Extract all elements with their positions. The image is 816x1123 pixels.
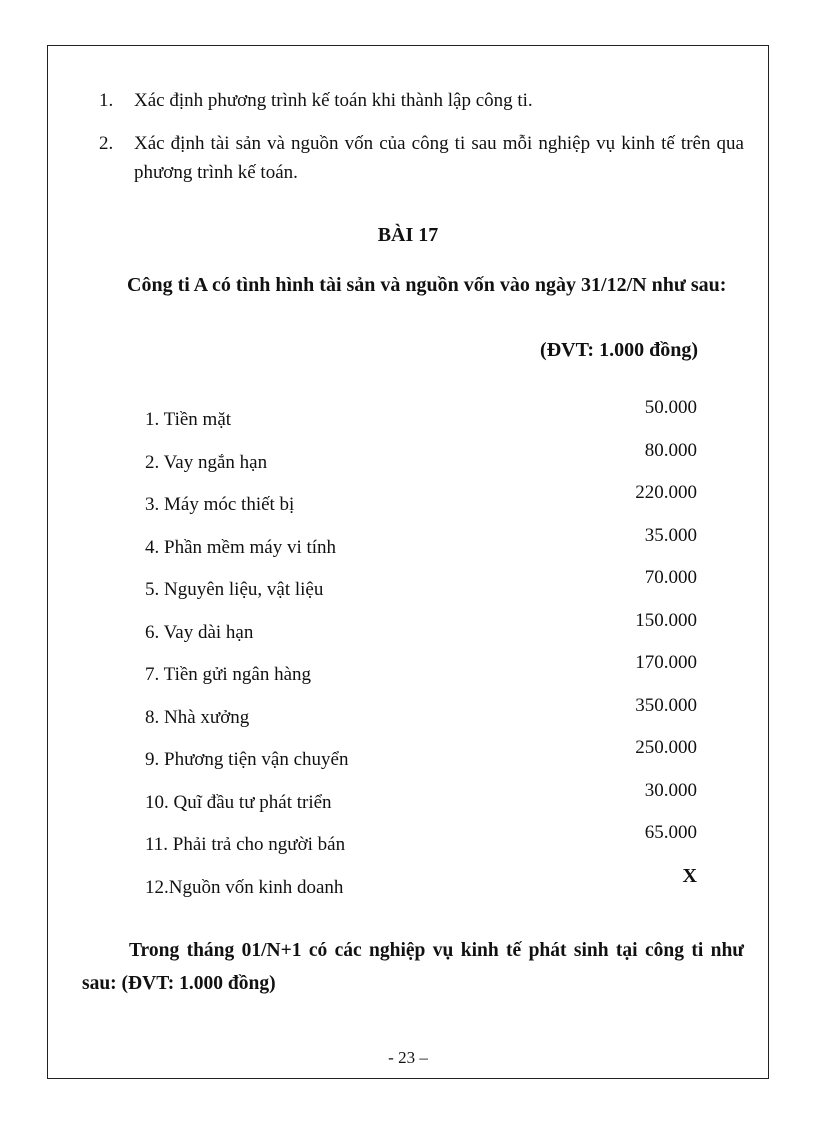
exercise-title: BÀI 17: [377, 224, 439, 246]
page-number: - 23 –: [388, 1048, 428, 1067]
item-value: 50.000: [644, 397, 697, 418]
item-label: 12.Nguồn vốn kinh doanh: [145, 877, 344, 898]
item-value: 250.000: [635, 737, 697, 758]
question-text: Xác định phương trình kế toán khi thành lập công ti.: [134, 90, 533, 111]
item-value: 65.000: [644, 822, 697, 843]
item-label: 1. Tiền mặt: [145, 409, 232, 430]
item-value: 35.000: [644, 525, 697, 546]
item-label: 8. Nhà xưởng: [145, 707, 250, 728]
item-value: 70.000: [644, 567, 697, 588]
item-label: 5. Nguyên liệu, vật liệu: [145, 579, 324, 600]
unit-label: (ĐVT: 1.000 đồng): [540, 339, 698, 361]
item-value: 30.000: [644, 780, 697, 801]
item-value: 170.000: [635, 652, 697, 673]
item-value: 350.000: [635, 695, 697, 716]
page-border: [47, 45, 769, 1079]
exercise-outro: Trong tháng 01/N+1 có các nghiệp vụ kinh tế phát sinh tại công ti như sau: (ĐVT: 1.000 đồng): [82, 940, 744, 994]
item-label: 3. Máy móc thiết bị: [145, 494, 295, 515]
question-number: 1.: [99, 90, 114, 111]
item-value: 80.000: [644, 440, 697, 461]
item-label: 4. Phần mềm máy vi tính: [145, 537, 337, 558]
item-value: 220.000: [635, 482, 697, 503]
question-number: 2.: [99, 133, 114, 154]
item-label: 11. Phải trả cho người bán: [145, 834, 346, 855]
item-value: X: [682, 865, 697, 887]
item-label: 9. Phương tiện vận chuyển: [145, 749, 349, 770]
item-value: 150.000: [635, 610, 697, 631]
item-label: 6. Vay dài hạn: [145, 622, 254, 643]
exercise-intro: Công ti A có tình hình tài sản và nguồn vốn vào ngày 31/12/N như sau:: [127, 274, 727, 296]
question-text: Xác định tài sản và nguồn vốn của công ti sau mỗi nghiệp vụ kinh tế trên qua phương trình kế toán.: [134, 133, 744, 183]
item-label: 10. Quĩ đầu tư phát triển: [145, 792, 332, 813]
item-label: 7. Tiền gửi ngân hàng: [145, 664, 311, 685]
item-label: 2. Vay ngắn hạn: [145, 452, 268, 473]
